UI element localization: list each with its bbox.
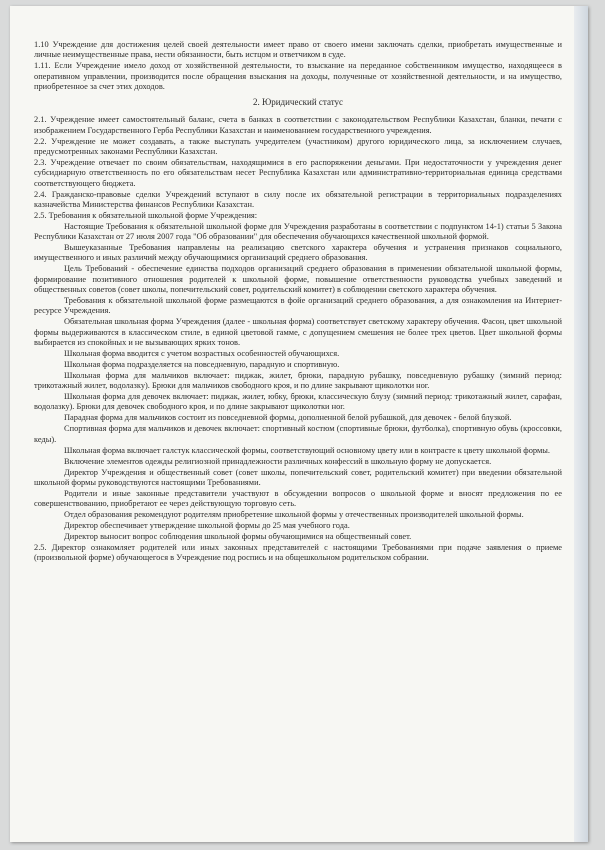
- paragraph-1-11: 1.11. Если Учреждение имело доход от хозяйственной деятельности, то взыскание на переданное собственником имущество, находящееся в оперативном управлении, производится после обращения взыскания на доходы, полученные от хозяйственной деятельности, и на имущество, приобретенное за счет этих доходов.: [34, 61, 562, 91]
- education-department: Отдел образования рекомендуют родителям приобретение школьной формы у отечественных производителей школьной формы.: [64, 510, 524, 520]
- document-body: [34, 40, 562, 564]
- director-approval: Директор обеспечивает утверждение школьной формы до 25 мая учебного года.: [64, 521, 350, 531]
- parents-participation: Родители и иные законные представители участвуют в обсуждении вопросов о школьной форме и вносят предложения по ее совершенствованию, приобретают ее через действующую торговую сеть.: [34, 488, 562, 509]
- requirements-goal: Цель Требований - обеспечение единства подходов организаций среднего образования в применении обязательной школьной формы, формирование позитивного отношения родителей к школьной форме, повышение ответственности руководства учебных заведений и общественных советов (совет школы, попечительский совет, родительский комитет) в соблюдении светского характера обучения.: [34, 264, 562, 295]
- paragraph-2-1: 2.1. Учреждение имеет самостоятельный баланс, счета в банках в соответствии с законодательством Республики Казахстан, бланки, печати с изображением Государственного Герба Республики Казахстан и наименованием государственного учреждения.: [34, 115, 562, 135]
- uniform-sport: Спортивная форма для мальчиков и девочек включает: спортивный костюм (спортивные брюки, футболка), спортивную обувь (кроссовки, кеды).: [34, 424, 562, 444]
- paragraph-2-3: 2.3. Учреждение отвечает по своим обязательствам, находящимися в его распоряжении деньгами. При недостаточности у учреждения денег субсидиарную ответственность по его обязательствам несет Республика Казахстан или административно-территориальная единица средствами соответствующего бюджета.: [34, 158, 562, 188]
- uniform-formal: Парадная форма для мальчиков состоит из повседневной формы, дополненной белой рубашкой, для девочек - белой блузкой.: [64, 413, 512, 423]
- uniform-types: Школьная форма подразделяется на повседневную, парадную и спортивную.: [64, 359, 340, 369]
- director-council: Директор Учреждения и общественный совет (совет школы, попечительский совет, родительский комитет) при введении обязательной школьной формы руководствуются настоящими Требованиями.: [34, 467, 562, 487]
- uniform-age: Школьная форма вводится с учетом возрастных особенностей обучающихся.: [64, 348, 340, 358]
- section-heading-legal-status: 2. Юридический статус: [252, 97, 344, 108]
- director-compliance: Директор выносит вопрос соблюдения школьной формы обучающимися на общественный совет.: [64, 532, 412, 542]
- requirements-placement: Требования к обязательной школьной форме размещаются в фойе организаций среднего образования, а для ознакомления на Интернет-ресурсе Учреждения.: [34, 296, 562, 316]
- paragraph-1-10: 1.10 Учреждение для достижения целей своей деятельности имеет право от своего имени заключать сделки, приобретать имущественные и личные неимущественные права, нести обязанности, быть истцом и ответчиком в суде.: [34, 40, 562, 60]
- uniform-style: Обязательная школьная форма Учреждения (далее - школьная форма) соответствует светскому характеру обучения. Фасон, цвет школьной формы выдерживаются в классическом стиле, в единой цветовой гамме, с допущением смешения не более трех цветов. Цвет школьной формы выбирается из спокойных и не вызывающих ярких тонов.: [34, 317, 562, 347]
- uniform-boys: Школьная форма для мальчиков включает: пиджак, жилет, брюки, парадную рубашку, повседневную рубашку (зимний период: трикотажный жилет, водолазку). Брюки для мальчиков свободного кроя, и по длине закрывают щиколотки ног.: [34, 370, 562, 391]
- document-page: [10, 6, 588, 842]
- paragraph-2-5: 2.5. Требования к обязательной школьной форме Учреждения:: [34, 210, 258, 220]
- requirements-purpose: Вышеуказанные Требования направлены на реализацию светского характера обучения и устранения признаков социального, имущественного и иных различий между обучающимися организаций среднего образования.: [34, 243, 562, 263]
- page-edge-shadow: [574, 6, 588, 842]
- paragraph-2-2: 2.2. Учреждение не может создавать, а также выступать учредителем (участником) другого юридического лица, за исключением случаев, предусмотренных законами Республики Казахстан.: [34, 136, 562, 157]
- uniform-girls: Школьная форма для девочек включает: пиджак, жилет, юбку, брюки, классическую блузу (зимний период: трикотажный жилет, сарафан, водолазку). Брюки для девочек свободного кроя, и по длине закрывают щиколотки ног.: [34, 392, 562, 412]
- paragraph-2-5-final: 2.5. Директор ознакомляет родителей или иных законных представителей с настоящими Требованиями при подаче заявления о приеме (произвольной форме) обучающегося в Учреждение под роспись и на общешкольном родительском собрании.: [34, 543, 562, 563]
- uniform-tie: Школьная форма включает галстук классической формы, соответствующий основному цвету или в контрасте к цвету школьной формы.: [64, 445, 550, 455]
- requirements-basis: Настоящие Требования к обязательной школьной форме для Учреждения разработаны в соответствии с подпунктом 14-1) статьи 5 Закона Республики Казахстан от 27 июля 2007 года "Об образовании" для обеспечения обучающихся качественной школьной формой.: [34, 221, 562, 242]
- uniform-religious: Включение элементов одежды религиозной принадлежности различных конфессий в школьную форму не допускается.: [64, 456, 492, 466]
- paragraph-2-4: 2.4. Гражданско-правовые сделки Учреждений вступают в силу после их обязательной регистрации в территориальных подразделениях казначейства Министерства финансов Республики Казахстан.: [34, 189, 562, 209]
